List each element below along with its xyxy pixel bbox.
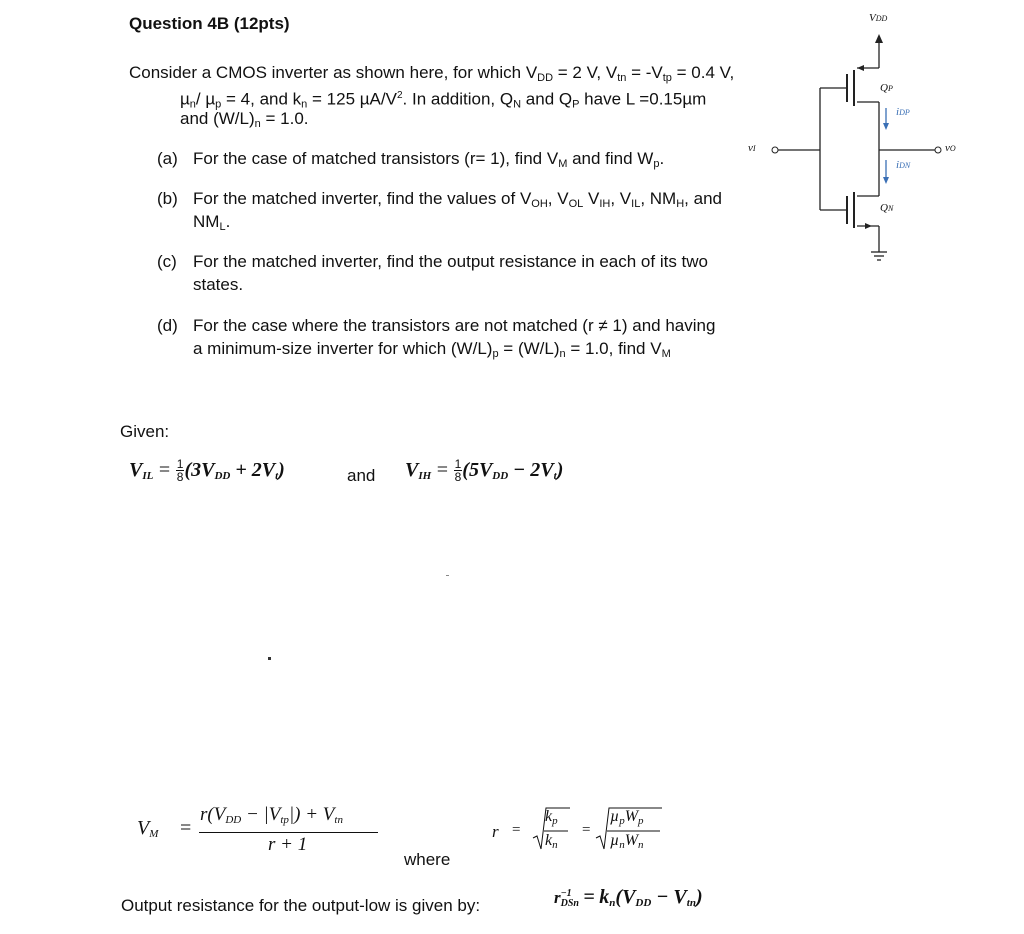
vih-fraction: $\frac{1}{8}$ (454, 457, 462, 484)
part-a-label: (a) (157, 149, 178, 168)
vil-fraction: $\frac{1}{8}$ (176, 457, 184, 484)
input-terminal (772, 147, 778, 153)
part-c-label: (c) (157, 252, 177, 271)
vih-equation: $V_{IH}$ = $\frac{1}{8}$ $(5V_{DD} - 2V_t)$ (405, 457, 564, 484)
given-label: Given: (120, 422, 170, 441)
r-mid-num: $k_p$ (545, 808, 558, 827)
question-title: Question 4B (12pts) (129, 14, 290, 33)
intro-line-3: and $(W/L)_n = 1.0$. (180, 109, 309, 130)
idp-label: iDP (896, 106, 910, 118)
r-mid-den: $k_n$ (545, 832, 558, 851)
vm-equals: = (180, 817, 192, 839)
part-d-text-1: For the case where the transistors are not matched (r ≠ 1) and having (193, 316, 716, 335)
part-d-label: (d) (157, 316, 178, 335)
intro-line-2: µ$_n$/ µ$_p$ = 4, and $k_n = 125$ $\mu A/V^2$. In addition, $Q_N$ and $Q_P$ have L =0.15µm (180, 89, 707, 111)
where-word: where (404, 850, 451, 869)
idp-arrow-icon (883, 123, 889, 130)
r-equals-2: = (582, 822, 591, 838)
vm-numerator: $r(V_{DD} - |V_{tp}|) + V_{tn}$ (200, 804, 343, 826)
and-word: and (347, 466, 376, 485)
idn-label: iDN (896, 159, 911, 171)
output-resistance-label: Output resistance for the output-low is given by: (121, 896, 481, 915)
vdd-label: VDD (869, 12, 888, 24)
qn-label: QN (880, 202, 894, 214)
vdd-arrow-icon (875, 34, 883, 43)
rdsn-equation: r −1 DSn = $k_n(V_{DD} - V_{tn})$ (554, 886, 703, 909)
intro-line-1: Consider a CMOS inverter as shown here, for which $V_{DD} = 2$ V, $V_{tn} = -V_{tp} = 0.4$ V, (129, 63, 735, 84)
r-rhs-num: $\mu_pW_p$ (610, 808, 644, 827)
idn-arrow-icon (883, 177, 889, 184)
part-b-label: (b) (157, 189, 178, 208)
vo-label: vO (945, 142, 956, 154)
vm-lhs: $V_M$ (137, 817, 159, 840)
pmos-arrow-icon (857, 65, 864, 71)
vm-denominator: r + 1 (268, 834, 308, 855)
r-rhs-den: $\mu_nW_n$ (610, 832, 644, 851)
part-d-text-2: a minimum-size inverter for which $(W/L)_p = (W/L)_n = 1.0$, find $V_M$ (193, 339, 671, 360)
qp-label: QP (880, 82, 893, 94)
vil-equation: $V_{IL}$ = $\frac{1}{8}$ $(3V_{DD} + 2V_t)$ (129, 457, 285, 484)
part-b-text-2: $NM_L$. (193, 212, 231, 233)
part-c-text-2: states. (193, 275, 244, 294)
part-a-text: For the case of matched transistors (r= 1), find $V_M$ and find $W_p$. (193, 149, 665, 170)
output-terminal (935, 147, 941, 153)
r-equals-1: = (512, 822, 521, 838)
vi-label: vI (748, 142, 756, 154)
r-lhs: r (492, 822, 499, 841)
nmos-arrow-icon (865, 223, 872, 229)
part-b-text-1: For the matched inverter, find the values of $V_{OH}$, $V_{OL}$ $V_{IH}$, $V_{IL}$, $NM_H$, and (193, 189, 722, 210)
part-c-text-1: For the matched inverter, find the output resistance in each of its two (193, 252, 708, 271)
